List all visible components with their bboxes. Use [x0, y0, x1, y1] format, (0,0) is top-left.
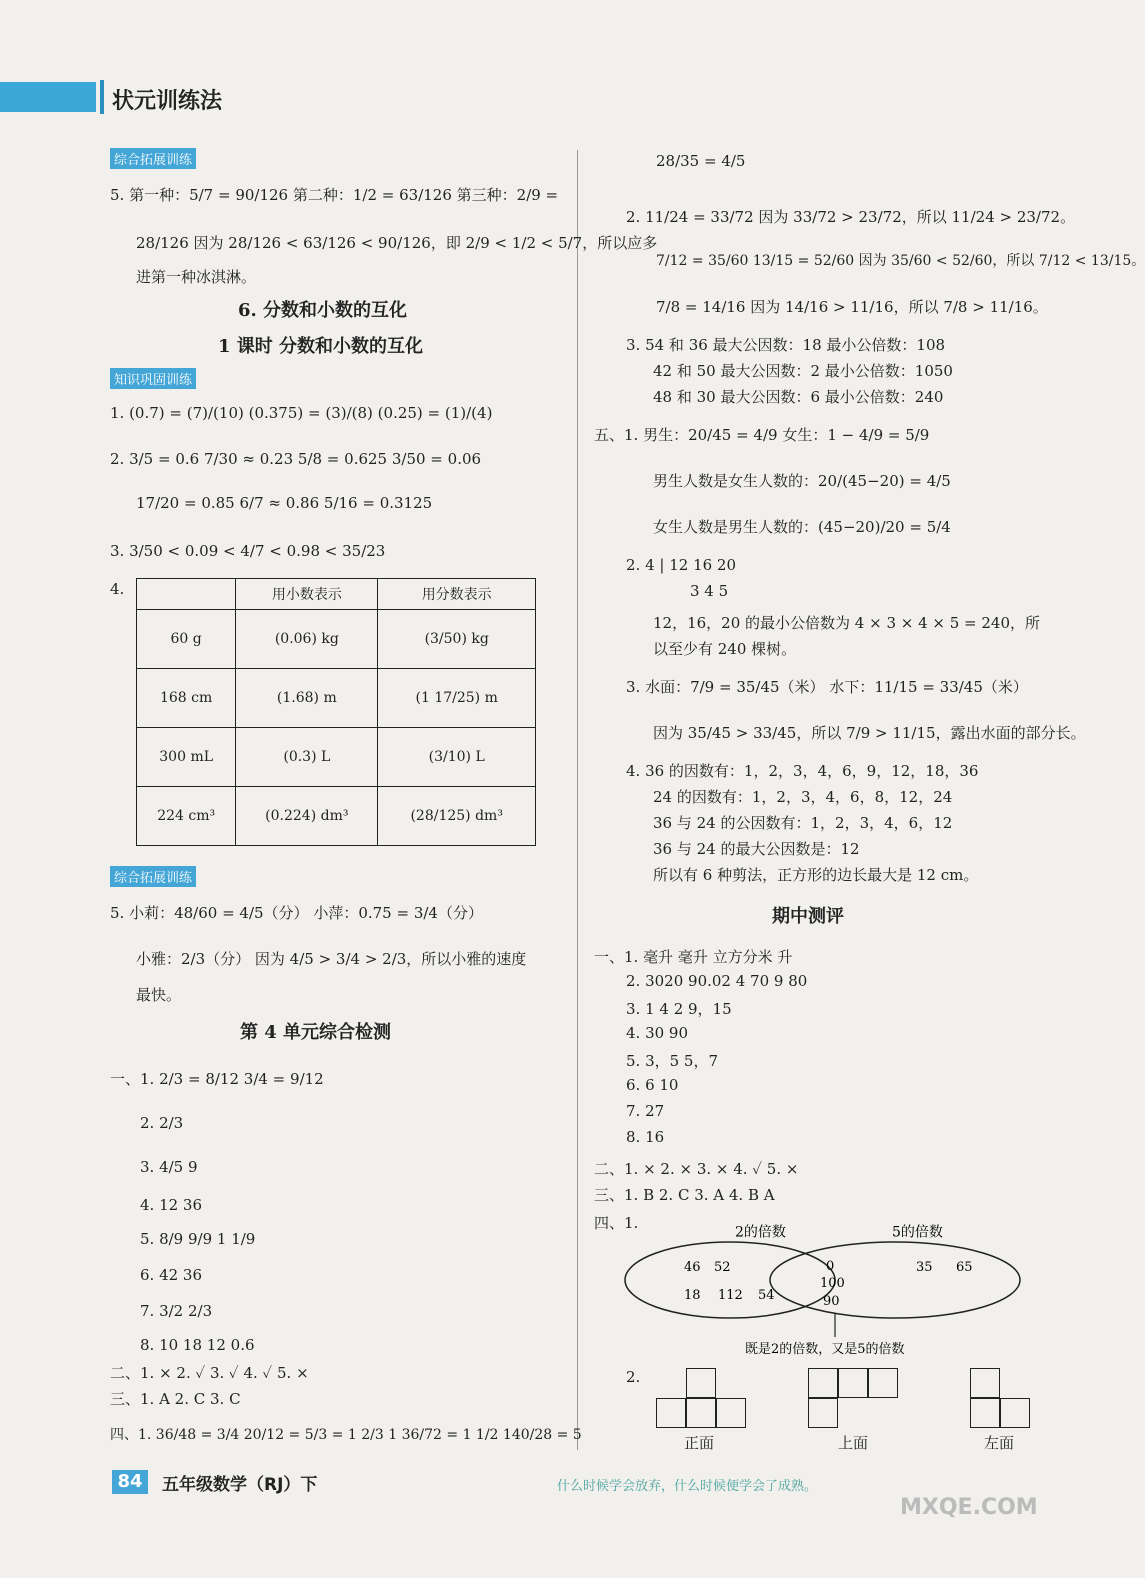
venn-right-ellipse [770, 1242, 1020, 1318]
answer-line: 4. 36 的因数有：1，2，3，4，6，9，12，18，36 [626, 762, 979, 780]
answer-line: 以至少有 240 棵树。 [653, 640, 797, 658]
view-label: 正面 [684, 1434, 715, 1452]
table-row [137, 579, 536, 610]
answer-line: 3. 1 4 2 9，15 [626, 1000, 732, 1018]
venn-value: 112 [718, 1288, 743, 1303]
answer-line: 2. 3/5 = 0.6 7/30 ≈ 0.23 5/8 = 0.625 3/50 = 0.06 [110, 450, 482, 468]
answer-line: 二、1. × 2. × 3. × 4. ✓ 5. × [594, 1160, 799, 1178]
answer-line: 36 与 24 的最大公因数是：12 [653, 840, 860, 858]
watermark: MXQE.COM [900, 1495, 1038, 1520]
table-cell: (0.3) L [236, 728, 378, 787]
answer-line: 5. 第一种：5/7 = 90/126 第二种：1/2 = 63/126 第三种：2/9 = [110, 186, 559, 204]
answer-line: 二、1. × 2. ✓ 3. ✓ 4. ✓ 5. × [110, 1364, 309, 1382]
table-cell: (1.68) m [236, 669, 378, 728]
venn-value: 100 [820, 1276, 845, 1291]
answer-line: 2. 3020 90.02 4 70 9 80 [626, 972, 808, 990]
section-label: 知识巩固训练 [110, 368, 196, 389]
answer-line: 所以有 6 种剪法，正方形的边长最大是 12 cm。 [653, 866, 979, 884]
table-cell: (3/50) kg [378, 610, 536, 669]
answer-line: 28/126 因为 28/126 < 63/126 < 90/126，即 2/9 < 1/2 < 5/7，所以应多 [136, 234, 658, 252]
answer-line: 三、1. A 2. C 3. C [110, 1390, 241, 1408]
table-row [137, 610, 536, 669]
answer-line: 一、1. 2/3 = 8/12 3/4 = 9/12 [110, 1070, 324, 1088]
table-cell: (0.06) kg [236, 610, 378, 669]
answer-line: 四、1. 36/48 = 3/4 20/12 = 5/3 = 1 2/3 1 36/72 = 1 1/2 140/28 = 5 [110, 1427, 582, 1443]
answer-line: 最快。 [136, 986, 182, 1004]
answer-line: 4. 12 36 [140, 1196, 203, 1214]
table-header: 用分数表示 [378, 579, 536, 610]
table-cell: (3/10) L [378, 728, 536, 787]
table-row [137, 787, 536, 846]
answer-line: 24 的因数有：1，2，3，4，6，8，12，24 [653, 788, 953, 806]
venn-diagram [620, 1225, 1040, 1375]
answer-line: 28/35 = 4/5 [656, 152, 746, 170]
venn-value: 35 [916, 1260, 933, 1275]
answer-line: 1. (0.7) = (7)/(10) (0.375) = (3)/(8) (0.25) = (1)/(4) [110, 404, 493, 422]
unit-heading: 第 4 单元综合检测 [240, 1022, 392, 1043]
answer-line: 五、1. 男生：20/45 = 4/9 女生：1 − 4/9 = 5/9 [594, 426, 930, 444]
header-title: 状元训练法 [112, 89, 223, 114]
answer-line: 女生人数是男生人数的：(45−20)/20 = 5/4 [653, 518, 951, 536]
table-cell: 60 g [137, 610, 236, 669]
answer-line: 3. 54 和 36 最大公因数：18 最小公倍数：108 [626, 336, 946, 354]
view-label: 左面 [984, 1434, 1015, 1452]
table-row [137, 669, 536, 728]
section-label: 综合拓展训练 [110, 148, 196, 169]
table-row [137, 728, 536, 787]
answer-line: 男生人数是女生人数的：20/(45−20) = 4/5 [653, 472, 951, 490]
answer-line: 12，16，20 的最小公倍数为 4 × 3 × 4 × 5 = 240，所 [653, 614, 1041, 632]
table-cell: 168 cm [137, 669, 236, 728]
answer-line: 3. 水面：7/9 = 35/45（米） 水下：11/15 = 33/45（米） [626, 678, 1028, 696]
answer-line: 8. 10 18 12 0.6 [140, 1336, 255, 1354]
column-divider [577, 150, 578, 1450]
header-bar [100, 80, 104, 114]
answer-line: 3. 3/50 < 0.09 < 4/7 < 0.98 < 35/23 [110, 542, 386, 560]
answer-line: 6. 42 36 [140, 1266, 203, 1284]
answer-line: 7/8 = 14/16 因为 14/16 > 11/16，所以 7/8 > 11/16。 [656, 298, 1048, 316]
answer-line: 进第一种冰淇淋。 [136, 268, 257, 286]
answer-line: 一、1. 毫升 毫升 立方分米 升 [594, 948, 793, 966]
header-tab [0, 82, 96, 112]
answer-line: 6. 6 10 [626, 1076, 679, 1094]
table-header: 用小数表示 [236, 579, 378, 610]
venn-caption: 既是2的倍数，又是5的倍数 [745, 1342, 905, 1357]
venn-value: 46 [684, 1260, 701, 1275]
venn-value: 90 [823, 1294, 840, 1309]
venn-value: 18 [684, 1288, 701, 1303]
answer-line: 42 和 50 最大公因数：2 最小公倍数：1050 [653, 362, 953, 380]
answer-line: 8. 16 [626, 1128, 665, 1146]
answer-line: 17/20 = 0.85 6/7 ≈ 0.86 5/16 = 0.3125 [136, 494, 433, 512]
answer-line: 5. 3，5 5，7 [626, 1052, 719, 1070]
venn-value: 65 [956, 1260, 973, 1275]
answer-line: 7. 3/2 2/3 [140, 1302, 213, 1320]
table-header [137, 579, 236, 610]
venn-value: 52 [714, 1260, 731, 1275]
answer-line: 2. [626, 1368, 641, 1386]
answer-line: 7/12 = 35/60 13/15 = 52/60 因为 35/60 < 52/60，所以 7/12 < 13/15。 [656, 253, 1145, 269]
answer-line: 小雅：2/3（分） 因为 4/5 > 3/4 > 2/3，所以小雅的速度 [136, 950, 527, 968]
answer-line: 48 和 30 最大公因数：6 最小公倍数：240 [653, 388, 944, 406]
answer-line: 5. 小莉：48/60 = 4/5（分） 小萍：0.75 = 3/4（分） [110, 904, 483, 922]
answer-line: 四、1. [594, 1214, 639, 1232]
answer-line: 三、1. B 2. C 3. A 4. B A [594, 1186, 775, 1204]
venn-value: 0 [826, 1259, 835, 1274]
venn-value: 54 [758, 1288, 775, 1303]
answer-line: 5. 8/9 9/9 1 1/9 [140, 1230, 256, 1248]
answer-line: 因为 35/45 > 33/45，所以 7/9 > 11/15，露出水面的部分长。 [653, 724, 1086, 742]
view-label: 上面 [838, 1434, 869, 1452]
answer-line: 2. 11/24 = 33/72 因为 33/72 > 23/72，所以 11/24 > 23/72。 [626, 208, 1076, 226]
page-number: 84 [112, 1470, 148, 1494]
section-label: 综合拓展训练 [110, 866, 196, 887]
conversion-table [136, 578, 536, 846]
lesson-heading: 1 课时 分数和小数的互化 [218, 336, 424, 357]
answer-line: 7. 27 [626, 1102, 665, 1120]
venn-left-title: 2的倍数 [735, 1224, 786, 1241]
answer-line: 4. 30 90 [626, 1024, 689, 1042]
answer-line: 36 与 24 的公因数有：1，2，3，4，6，12 [653, 814, 953, 832]
answer-line: 2. 2/3 [140, 1114, 184, 1132]
section-heading: 6. 分数和小数的互化 [238, 300, 408, 321]
footer-motto: 什么时候学会放弃，什么时候便学会了成熟。 [557, 1479, 818, 1494]
venn-right-title: 5的倍数 [892, 1224, 943, 1241]
table-cell: (1 17/25) m [378, 669, 536, 728]
section-heading: 期中测评 [772, 906, 844, 927]
answer-line: 3. 4/5 9 [140, 1158, 198, 1176]
answer-line: 3 4 5 [690, 582, 729, 600]
table-cell: (0.224) dm³ [236, 787, 378, 846]
table-cell: 300 mL [137, 728, 236, 787]
table-cell: (28/125) dm³ [378, 787, 536, 846]
book-title: 五年级数学（RJ）下 [162, 1475, 318, 1495]
table-cell: 224 cm³ [137, 787, 236, 846]
answer-line: 2. 4 | 12 16 20 [626, 556, 737, 574]
answer-line: 4. [110, 580, 125, 598]
